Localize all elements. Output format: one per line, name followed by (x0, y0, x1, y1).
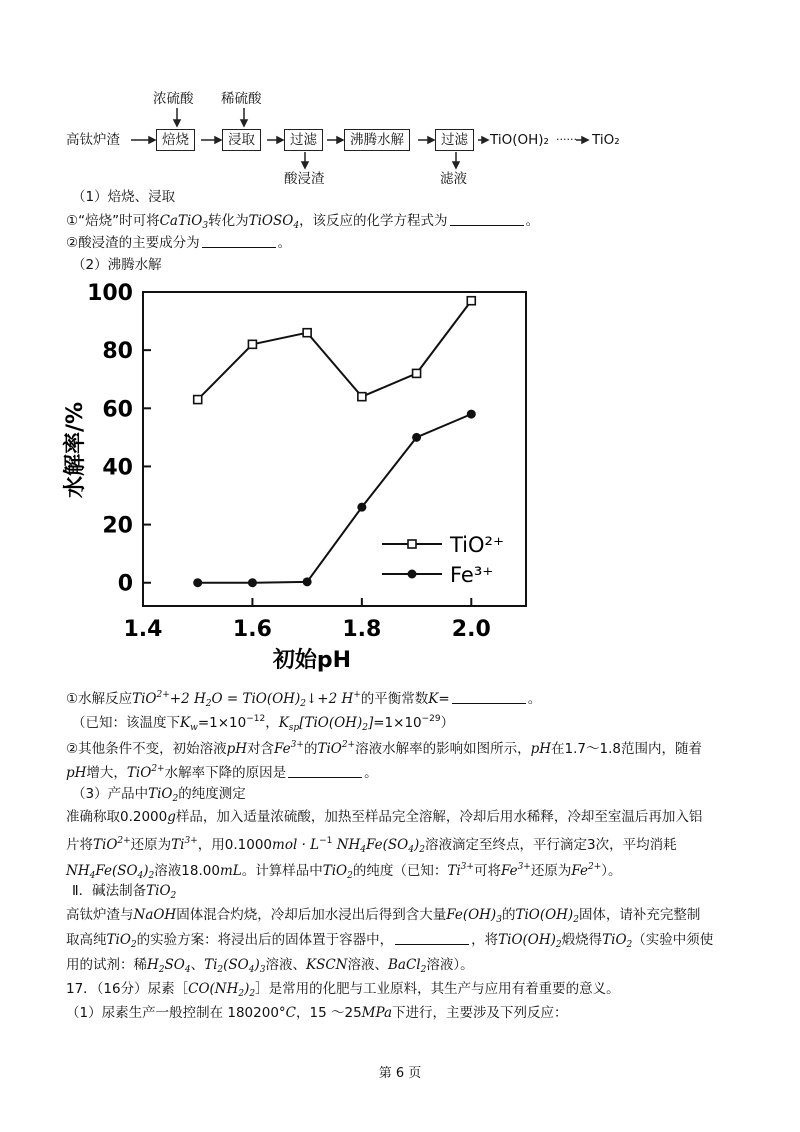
text-span: Ⅱ．碱法制备 (72, 883, 147, 899)
data-point-fe3 (248, 578, 257, 587)
x-tick-label: 2.0 (451, 617, 491, 642)
formula-catio3: CaTiO$_3$ (159, 213, 209, 231)
text-span: 用的试剂：稀 (66, 957, 147, 973)
text-span: 在1.7～1.8范围内，随着 (551, 741, 702, 757)
ion-ti3: $Ti^{3+}$ (171, 836, 198, 853)
unit: MPa (361, 1005, 393, 1021)
q17-line1 (66, 980, 620, 1003)
equation-hydrolysis: TiO$^{2+}$+2 $H_2O$ = $TiO(OH)_2↓+2$ H+ (132, 690, 361, 709)
text-span: ，将 (471, 932, 499, 948)
text-span: 。计算样品中 (241, 863, 323, 879)
q3-line1 (66, 808, 702, 826)
q3-line2 (66, 832, 677, 859)
text-span: 样品，加入适量浓硫酸，加热至样品完全溶解，冷却后用水稀释，冷却至室温后再加入铝 (175, 809, 703, 825)
text-span: 准确称取0.2000 (66, 809, 168, 825)
answer-blank[interactable] (452, 691, 526, 704)
text-span: 的实验方案：将浸出后的固体置于容器中， (136, 932, 394, 948)
text-span: （3）产品中 (72, 786, 149, 802)
formula-tio2: TiO$_2$ (148, 786, 179, 804)
text-span: 煅烧得 (561, 932, 603, 948)
text-span: 溶液滴定至终点，平行滴定3次，平均消耗 (424, 837, 677, 853)
text-span: ，用0.1000 (197, 837, 273, 853)
flow-step-filter-2: 过滤 (435, 129, 474, 151)
formula-ti2-so4-3: $Ti_2(SO_4)_3$ (204, 957, 266, 975)
text-span: 溶液）。 (426, 957, 474, 973)
q2-item2-line2 (66, 760, 378, 782)
data-point-fe3 (303, 577, 312, 586)
text-span: ］是常用的化肥与工业原料，其生产与应用有着重要的意义。 (255, 981, 620, 997)
series-line-fe3 (198, 414, 472, 583)
answer-blank[interactable] (450, 213, 524, 226)
data-point-tio2 (194, 396, 202, 404)
text-span: 增大， (86, 765, 127, 781)
unit: mL (219, 863, 242, 879)
text-span: 还原为 (130, 837, 172, 853)
text-span: ， (265, 715, 279, 731)
q2-item1 (66, 686, 541, 713)
data-point-tio2 (467, 297, 475, 305)
exponent: −1 (319, 836, 333, 846)
symbol-ksp: $K_{sp}[TiO(OH)_2]$ (278, 715, 374, 733)
text-span: = (438, 691, 450, 707)
data-point-fe3 (467, 410, 476, 419)
chart-x-axis-label: 初始pH (272, 648, 352, 673)
legend-label: TiO²⁺ (450, 533, 505, 557)
ion-fe2: $Fe^{2+}$ (571, 862, 602, 879)
text-span: ①水解反应 (66, 691, 133, 707)
text-span: 片将 (66, 837, 93, 853)
flow-product-tio2: TiO₂ (592, 132, 620, 148)
text-span: ，15 ～25 (296, 1005, 362, 1021)
text-span: ②酸浸渣的主要成分为 (66, 235, 200, 251)
q1-heading: （1）焙烧、浸取 (72, 189, 176, 205)
hydrolysis-rate-chart (0, 270, 800, 690)
exponent: −12 (246, 714, 266, 724)
flow-reagent-conc-sulfuric: 浓硫酸 (153, 91, 194, 107)
text-span: 。 (277, 235, 292, 251)
text-span: 取高纯 (66, 932, 107, 948)
chart-plot-frame (143, 292, 526, 606)
text-span: 对含 (247, 741, 275, 757)
ion-tio2: TiO$^{2+}$ (93, 836, 131, 853)
data-point-tio2 (413, 369, 421, 377)
text-span: 的纯度（已知： (352, 863, 448, 879)
symbol-k: K (428, 691, 439, 707)
data-point-fe3 (193, 578, 202, 587)
formula-tio-oh-2: $TiO(OH)_2$ (515, 907, 579, 925)
answer-blank[interactable] (288, 765, 362, 778)
x-tick-label: 1.6 (232, 617, 272, 642)
text-span: 水解率下降的原因是 (164, 765, 287, 781)
text-span: ②其他条件不变，初始溶液 (66, 741, 227, 757)
symbol-kw: $K_w$ (180, 715, 198, 733)
text-span: 固体混合灼烧，冷却后加水浸出后得到含大量 (176, 907, 447, 923)
text-span: 高钛炉渣与 (66, 907, 134, 923)
text-span: ，该反应的化学方程式为 (299, 213, 448, 229)
flow-arrows (0, 0, 800, 200)
unit: °C (278, 1005, 297, 1021)
legend-label: Fe³⁺ (450, 563, 494, 587)
data-point-tio2 (248, 340, 256, 348)
q1-item1 (66, 212, 539, 235)
flow-step-leach: 浸取 (222, 129, 261, 151)
data-point-tio2 (303, 329, 311, 337)
part2-line2 (66, 931, 713, 954)
text-span: 溶液18.00 (154, 863, 220, 879)
symbol-ph: pH (226, 741, 248, 757)
ion-fe3: $Fe^{3+}$ (274, 740, 304, 757)
data-point-fe3 (357, 503, 366, 512)
text-span: 的平衡常数 (360, 691, 429, 707)
ion-tio2: TiO$^{2+}$ (317, 740, 356, 757)
text-span: 。 (364, 765, 378, 781)
text-span: 可将 (473, 863, 501, 879)
unit: mol · L (272, 837, 320, 853)
legend-marker-tio2 (408, 540, 416, 548)
chart-y-axis-label: 水解率/% (63, 401, 88, 499)
y-tick-label: 0 (117, 571, 133, 597)
x-tick-label: 1.4 (123, 617, 163, 642)
y-tick-label: 40 (102, 455, 133, 481)
exponent: −29 (421, 714, 441, 724)
text-span: （1）尿素生产一般控制在 180200 (66, 1005, 279, 1021)
y-tick-label: 60 (102, 397, 133, 423)
flow-dots: ······ (556, 133, 577, 146)
q2-heading: （2）沸腾水解 (72, 257, 162, 273)
y-tick-label: 80 (102, 339, 133, 365)
text-span: =1×10 (197, 715, 247, 731)
flow-step-roast: 焙烧 (156, 129, 195, 151)
page-number: 第 6 页 (378, 1066, 422, 1081)
q2-item2-line1 (66, 736, 702, 758)
text-span: （已知：该温度下 (72, 715, 180, 731)
text-span: 的 (501, 907, 516, 923)
q2-known-constants (72, 710, 454, 737)
formula-tioso4: TiOSO$_4$ (248, 213, 300, 231)
series-line-tio2 (198, 301, 472, 400)
text-span: 17．（16分）尿素［ (66, 981, 189, 997)
text-span: 。 (527, 691, 542, 707)
text-span: 下进行，主要涉及下列反应： (392, 1005, 568, 1021)
unit: g (167, 809, 176, 825)
text-span: =1×10 (373, 715, 422, 731)
answer-blank[interactable] (395, 932, 469, 945)
formula-bacl2: BaCl$_2$ (387, 957, 427, 975)
text-span: 溶液水解率的影响如图所示， (355, 741, 531, 757)
formula-nh4fe-so4-2: $NH_4Fe(SO_4)_2$ (332, 837, 425, 855)
flow-reagent-dilute-sulfuric: 稀硫酸 (221, 91, 262, 107)
formula-tio2: TiO$_2$ (602, 932, 633, 950)
formula-h2so4: $H_2SO_4$ (147, 957, 191, 975)
flow-product-tioh: TiO(OH)₂ (490, 132, 549, 148)
symbol-ph: pH (530, 741, 552, 757)
ion-tio2: TiO$^{2+}$ (126, 764, 165, 781)
part2-line3 (66, 956, 474, 979)
formula-naoh: NaOH (133, 907, 177, 923)
text-span: ①“焙烧”时可将 (66, 213, 160, 229)
text-span: 的纯度测定 (178, 786, 246, 802)
text-span: 、 (190, 957, 205, 973)
part2-heading (72, 882, 176, 905)
q17-line2 (66, 1004, 568, 1022)
data-point-tio2 (358, 393, 366, 401)
flow-step-filter-1: 过滤 (284, 129, 323, 151)
flow-step-hydrolysis: 沸腾水解 (344, 129, 410, 151)
text-span: ） (440, 715, 455, 731)
formula-fe-oh-3: $Fe(OH)_3$ (446, 907, 502, 925)
text-span: 的 (303, 741, 318, 757)
q3-line3 (66, 858, 622, 885)
formula-urea: $CO(NH_2)_2$ (188, 981, 256, 999)
formula-tio2: TiO$_2$ (106, 932, 137, 950)
formula-tio-oh-2: $TiO(OH)_2$ (498, 932, 562, 950)
ion-fe3: $Fe^{3+}$ (500, 862, 531, 879)
text-span: 固体，请补充完整制 (578, 907, 701, 923)
ion-ti3: $Ti^{3+}$ (447, 862, 474, 879)
x-tick-label: 1.8 (342, 617, 382, 642)
y-tick-label: 20 (102, 513, 133, 539)
text-span: 还原为 (530, 863, 572, 879)
part2-line1 (66, 906, 700, 929)
symbol-ph: pH (66, 765, 87, 781)
text-span: （实验中须使 (632, 932, 714, 948)
formula-tio2: TiO$_2$ (322, 863, 353, 881)
text-span: 转化为 (208, 213, 249, 229)
formula-tio2: TiO$_2$ (146, 883, 177, 901)
y-tick-label: 100 (87, 281, 133, 306)
flow-output-acid-residue: 酸浸渣 (284, 171, 325, 187)
data-point-fe3 (412, 433, 421, 442)
text-span: 。 (525, 213, 540, 229)
formula-nh4fe-so4-2: $NH_4Fe(SO_4)_2$ (66, 863, 155, 881)
q3-heading (72, 785, 246, 808)
text-span: 溶液、 (265, 957, 306, 973)
flow-output-filtrate: 滤液 (440, 171, 467, 187)
text-span: ）。 (601, 863, 622, 879)
legend-marker-fe3 (408, 570, 417, 579)
answer-blank[interactable] (202, 235, 276, 248)
q1-item2 (66, 234, 291, 252)
text-span: 溶液、 (347, 957, 388, 973)
flow-start-label: 高钛炉渣 (66, 132, 120, 148)
formula-kscn: KSCN (305, 957, 348, 973)
